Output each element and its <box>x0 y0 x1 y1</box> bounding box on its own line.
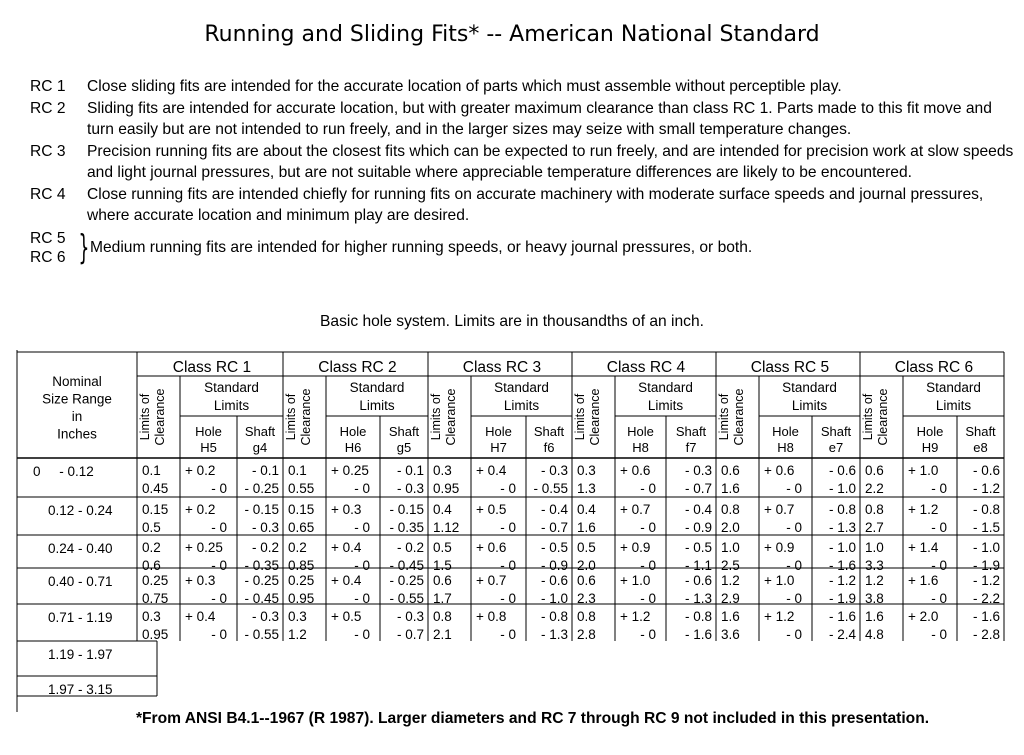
hole-header: H8 <box>632 440 649 455</box>
nominal-size-header: Size Range <box>42 391 112 407</box>
clearance-max: 2.7 <box>865 520 884 535</box>
footnote: *From ANSI B4.1--1967 (R 1987). Larger diameters and RC 7 through RC 9 not included in this presentation. <box>135 710 930 727</box>
limits-of-clearance-header: Clearance <box>444 388 458 446</box>
hole-lower-limit: - 0 <box>354 591 370 606</box>
shaft-header: Shaft <box>965 424 996 439</box>
clearance-min: 0.5 <box>577 540 596 555</box>
definition-code: RC 6 <box>30 248 66 266</box>
hole-lower-limit: - 0 <box>500 591 516 606</box>
basis-note: Basic hole system. Limits are in thousandths of an inch. <box>320 313 704 330</box>
hole-upper-limit: + 0.6 <box>476 540 507 555</box>
clearance-max: 1.5 <box>433 558 452 573</box>
shaft-upper-limit: - 0.3 <box>684 463 712 478</box>
hole-upper-limit: + 0.4 <box>331 540 362 555</box>
hole-upper-limit: + 2.0 <box>908 609 939 624</box>
shaft-upper-limit: - 0.15 <box>389 502 424 517</box>
shaft-header: f6 <box>543 440 555 455</box>
clearance-min: 0.3 <box>577 463 596 478</box>
hole-upper-limit: + 0.4 <box>476 463 507 478</box>
shaft-lower-limit: - 0.45 <box>244 591 279 606</box>
shaft-lower-limit: - 1.9 <box>972 558 1000 573</box>
size-range: 1.97 - 3.15 <box>48 682 113 697</box>
shaft-header: Shaft <box>820 424 852 439</box>
clearance-max: 2.1 <box>433 627 452 642</box>
clearance-min: 0.25 <box>142 573 169 588</box>
clearance-max: 0.95 <box>433 481 460 496</box>
class-header: Class RC 5 <box>750 359 830 376</box>
hole-upper-limit: + 0.25 <box>185 540 223 555</box>
limits-of-clearance-header: Limits of <box>717 393 731 441</box>
shaft-lower-limit: - 0.7 <box>396 627 424 642</box>
clearance-min: 0.3 <box>142 609 161 624</box>
standard-limits-header: Limits <box>647 398 684 413</box>
clearance-min: 0.4 <box>577 502 596 517</box>
hole-upper-limit: + 0.2 <box>185 463 216 478</box>
hole-header: H9 <box>921 440 939 455</box>
definition-text: Close sliding fits are intended for the accurate location of parts which must assemble without perceptible play. <box>87 78 842 95</box>
hole-upper-limit: + 0.6 <box>620 463 651 478</box>
hole-upper-limit: + 0.7 <box>620 502 651 517</box>
shaft-upper-limit: - 0.6 <box>684 573 712 588</box>
clearance-min: 1.2 <box>865 573 884 588</box>
limits-of-clearance-header: Limits of <box>861 393 875 441</box>
definition-text: Medium running fits are intended for higher running speeds, or heavy journal pressures, or both. <box>90 238 753 256</box>
clearance-min: 0.1 <box>142 463 161 478</box>
shaft-upper-limit: - 1.6 <box>828 609 856 624</box>
clearance-max: 0.6 <box>142 558 161 573</box>
clearance-max: 2.5 <box>721 558 740 573</box>
shaft-lower-limit: - 1.1 <box>684 558 712 573</box>
hole-lower-limit: - 0 <box>931 591 947 606</box>
clearance-max: 1.7 <box>433 591 452 606</box>
limits-of-clearance-header: Limits of <box>284 393 298 441</box>
hole-lower-limit: - 0 <box>500 481 516 496</box>
definition-text: Close running fits are intended chiefly for running fits on accurate machinery with moderate surface speeds and journal pressures, where accurate location and minimum play are desired. <box>87 185 984 224</box>
shaft-lower-limit: - 0.9 <box>540 558 568 573</box>
clearance-min: 0.4 <box>433 502 452 517</box>
shaft-lower-limit: - 2.2 <box>972 591 1000 606</box>
shaft-upper-limit: - 0.8 <box>540 609 568 624</box>
hole-lower-limit: - 0 <box>211 520 227 535</box>
size-range: 0.40 - 0.71 <box>48 574 113 589</box>
limits-of-clearance-header: Clearance <box>588 388 602 446</box>
hole-lower-limit: - 0 <box>354 558 370 573</box>
hole-lower-limit: - 0 <box>354 627 370 642</box>
hole-lower-limit: - 0 <box>640 627 656 642</box>
shaft-lower-limit: - 0.45 <box>389 558 424 573</box>
clearance-max: 2.2 <box>865 481 884 496</box>
clearance-max: 2.8 <box>577 627 596 642</box>
hole-upper-limit: + 1.0 <box>764 573 795 588</box>
shaft-upper-limit: - 0.25 <box>389 573 424 588</box>
clearance-min: 0.6 <box>721 463 740 478</box>
clearance-max: 2.3 <box>577 591 596 606</box>
limits-of-clearance-header: Limits of <box>429 393 443 441</box>
clearance-min: 1.6 <box>865 609 884 624</box>
shaft-lower-limit: - 0.7 <box>684 481 712 496</box>
shaft-upper-limit: - 0.1 <box>251 463 279 478</box>
clearance-max: 3.8 <box>865 591 884 606</box>
clearance-min: 0.5 <box>433 540 452 555</box>
shaft-lower-limit: - 2.4 <box>828 627 856 642</box>
hole-upper-limit: + 1.4 <box>908 540 939 555</box>
shaft-upper-limit: - 0.6 <box>540 573 568 588</box>
hole-lower-limit: - 0 <box>931 520 947 535</box>
hole-header: Hole <box>195 424 222 439</box>
hole-header: Hole <box>339 424 367 439</box>
hole-upper-limit: + 0.4 <box>185 609 216 624</box>
shaft-upper-limit: - 0.8 <box>684 609 712 624</box>
hole-upper-limit: + 1.0 <box>908 463 939 478</box>
hole-upper-limit: + 0.2 <box>185 502 216 517</box>
shaft-lower-limit: - 0.35 <box>244 558 279 573</box>
standard-limits-header: Limits <box>503 398 540 413</box>
shaft-upper-limit: - 0.6 <box>828 463 856 478</box>
clearance-max: 0.75 <box>142 591 169 606</box>
hole-upper-limit: + 1.2 <box>764 609 795 624</box>
hole-lower-limit: - 0 <box>500 558 516 573</box>
clearance-max: 1.12 <box>433 520 460 535</box>
hole-lower-limit: - 0 <box>640 591 656 606</box>
nominal-size-header: Inches <box>57 426 97 442</box>
hole-lower-limit: - 0 <box>931 481 947 496</box>
standard-limits-header: Limits <box>359 398 395 413</box>
nominal-size-header: in <box>71 409 83 424</box>
shaft-upper-limit: - 0.3 <box>540 463 568 478</box>
clearance-min: 1.0 <box>721 540 740 555</box>
brace-glyph: } <box>78 227 90 268</box>
hole-lower-limit: - 0 <box>786 520 802 535</box>
shaft-upper-limit: - 0.4 <box>540 502 568 517</box>
limits-of-clearance-header: Limits of <box>138 393 152 441</box>
clearance-min: 0.8 <box>433 609 452 624</box>
hole-header: H6 <box>344 440 362 455</box>
clearance-max: 1.6 <box>721 481 740 496</box>
clearance-max: 0.65 <box>288 520 315 535</box>
hole-upper-limit: + 0.25 <box>331 463 369 478</box>
clearance-max: 0.5 <box>142 520 161 535</box>
standard-limits-header: Standard <box>782 380 837 395</box>
definition-text: Sliding fits are intended for accurate location, but with greater maximum clearance than class RC 1. Parts made to this fit move and turn easily but are not intended to run freely, and in the larger sizes may seize with small temperature changes. <box>87 99 992 138</box>
shaft-upper-limit: - 0.25 <box>244 573 279 588</box>
definition-text: Precision running fits are about the closest fits which can be expected to run freely, and are intended for precision work at slow speeds and light journal pressures, but are not suitable where appreciable temperature differences are likely to be encountered. <box>87 142 1014 181</box>
shaft-header: Shaft <box>675 424 707 439</box>
clearance-min: 0.8 <box>865 502 884 517</box>
shaft-upper-limit: - 0.4 <box>684 502 712 517</box>
hole-lower-limit: - 0 <box>786 591 802 606</box>
standard-limits-header: Limits <box>791 398 828 413</box>
hole-lower-limit: - 0 <box>500 520 516 535</box>
shaft-lower-limit: - 1.6 <box>828 558 856 573</box>
size-range: 0.12 - 0.24 <box>48 503 113 518</box>
clearance-max: 0.45 <box>142 481 169 496</box>
limits-of-clearance-header: Clearance <box>732 388 746 446</box>
shaft-lower-limit: - 2.8 <box>972 627 1000 642</box>
definition-code: RC 4 <box>30 185 66 203</box>
hole-lower-limit: - 0 <box>931 627 947 642</box>
definition-code: RC 2 <box>30 99 66 117</box>
standard-limits-header: Standard <box>204 380 259 395</box>
clearance-max: 0.95 <box>142 627 169 642</box>
shaft-upper-limit: - 1.0 <box>828 540 856 555</box>
shaft-upper-limit: - 0.1 <box>396 463 424 478</box>
hole-lower-limit: - 0 <box>500 627 516 642</box>
shaft-upper-limit: - 0.3 <box>396 609 424 624</box>
clearance-min: 0.3 <box>288 609 307 624</box>
size-range: 0 - 0.12 <box>33 464 94 479</box>
standard-limits-header: Limits <box>213 398 250 413</box>
clearance-min: 1.2 <box>721 573 740 588</box>
shaft-upper-limit: - 0.6 <box>972 463 1000 478</box>
shaft-lower-limit: - 1.5 <box>972 520 1000 535</box>
hole-lower-limit: - 0 <box>640 558 656 573</box>
definition-code: RC 3 <box>30 142 66 160</box>
hole-upper-limit: + 0.6 <box>764 463 795 478</box>
shaft-lower-limit: - 1.0 <box>828 481 856 496</box>
hole-lower-limit: - 0 <box>211 558 227 573</box>
shaft-lower-limit: - 1.3 <box>540 627 568 642</box>
hole-header: Hole <box>485 424 512 439</box>
shaft-lower-limit: - 0.3 <box>251 520 279 535</box>
hole-upper-limit: + 0.7 <box>764 502 795 517</box>
clearance-min: 0.3 <box>433 463 452 478</box>
shaft-lower-limit: - 0.55 <box>244 627 279 642</box>
size-range: 0.24 - 0.40 <box>48 541 113 556</box>
hole-upper-limit: + 0.9 <box>764 540 795 555</box>
hole-upper-limit: + 0.5 <box>476 502 507 517</box>
shaft-header: g4 <box>252 440 268 455</box>
shaft-lower-limit: - 0.25 <box>244 481 279 496</box>
hole-lower-limit: - 0 <box>211 591 227 606</box>
clearance-max: 2.0 <box>577 558 596 573</box>
clearance-min: 1.6 <box>721 609 740 624</box>
class-header: Class RC 6 <box>894 359 974 376</box>
clearance-max: 2.0 <box>721 520 740 535</box>
hole-lower-limit: - 0 <box>786 627 802 642</box>
page-title: Running and Sliding Fits* -- American National Standard <box>204 22 820 47</box>
clearance-max: 0.55 <box>288 481 315 496</box>
clearance-max: 4.8 <box>865 627 884 642</box>
shaft-header: Shaft <box>244 424 276 439</box>
shaft-upper-limit: - 0.15 <box>244 502 279 517</box>
shaft-header: e8 <box>973 440 988 455</box>
shaft-upper-limit: - 0.8 <box>828 502 856 517</box>
hole-header: H5 <box>200 440 217 455</box>
hole-header: Hole <box>627 424 654 439</box>
shaft-upper-limit: - 1.0 <box>972 540 1000 555</box>
clearance-max: 0.95 <box>288 591 315 606</box>
hole-lower-limit: - 0 <box>211 481 227 496</box>
size-range: 1.19 - 1.97 <box>48 647 113 662</box>
shaft-lower-limit: - 1.3 <box>828 520 856 535</box>
hole-header: Hole <box>772 424 799 439</box>
hole-lower-limit: - 0 <box>211 627 227 642</box>
shaft-lower-limit: - 0.55 <box>389 591 424 606</box>
hole-upper-limit: + 0.7 <box>476 573 507 588</box>
clearance-max: 1.6 <box>577 520 596 535</box>
clearance-min: 0.2 <box>288 540 307 555</box>
hole-upper-limit: + 0.3 <box>185 573 216 588</box>
clearance-min: 0.8 <box>577 609 596 624</box>
shaft-header: Shaft <box>388 424 420 439</box>
shaft-upper-limit: - 0.2 <box>396 540 424 555</box>
shaft-upper-limit: - 1.2 <box>972 573 1000 588</box>
shaft-lower-limit: - 1.6 <box>684 627 712 642</box>
hole-upper-limit: + 0.8 <box>476 609 507 624</box>
shaft-lower-limit: - 0.9 <box>684 520 712 535</box>
definition-code: RC 1 <box>30 78 66 95</box>
hole-lower-limit: - 0 <box>354 481 370 496</box>
shaft-lower-limit: - 0.55 <box>533 481 568 496</box>
shaft-header: Shaft <box>533 424 565 439</box>
standard-limits-header: Standard <box>638 380 693 395</box>
limits-of-clearance-header: Limits of <box>573 393 587 441</box>
hole-lower-limit: - 0 <box>354 520 370 535</box>
clearance-min: 0.2 <box>142 540 161 555</box>
hole-lower-limit: - 0 <box>786 481 802 496</box>
hole-upper-limit: + 0.4 <box>331 573 362 588</box>
shaft-upper-limit: - 0.5 <box>684 540 712 555</box>
shaft-lower-limit: - 0.35 <box>389 520 424 535</box>
shaft-lower-limit: - 1.2 <box>972 481 1000 496</box>
shaft-upper-limit: - 1.6 <box>972 609 1000 624</box>
hole-upper-limit: + 1.6 <box>908 573 939 588</box>
shaft-header: g5 <box>396 440 412 455</box>
standard-limits-header: Standard <box>349 380 405 395</box>
standard-limits-header: Standard <box>494 380 549 395</box>
clearance-max: 1.3 <box>577 481 596 496</box>
standard-limits-header: Limits <box>935 398 972 413</box>
class-header: Class RC 4 <box>606 359 686 376</box>
shaft-lower-limit: - 0.3 <box>396 481 424 496</box>
shaft-header: e7 <box>828 440 844 455</box>
hole-header: H7 <box>490 440 507 455</box>
hole-lower-limit: - 0 <box>786 558 802 573</box>
shaft-upper-limit: - 0.8 <box>972 502 1000 517</box>
limits-of-clearance-header: Clearance <box>876 388 890 446</box>
hole-header: H8 <box>777 440 794 455</box>
limits-of-clearance-header: Clearance <box>299 388 313 446</box>
clearance-min: 0.15 <box>288 502 315 517</box>
hole-upper-limit: + 1.2 <box>620 609 651 624</box>
clearance-min: 0.6 <box>865 463 884 478</box>
shaft-upper-limit: - 1.2 <box>828 573 856 588</box>
definition-code: RC 5 <box>30 229 66 247</box>
shaft-upper-limit: - 0.2 <box>251 540 279 555</box>
clearance-max: 3.6 <box>721 627 740 642</box>
nominal-size-header: Nominal <box>52 374 102 389</box>
hole-upper-limit: + 0.9 <box>620 540 651 555</box>
hole-lower-limit: - 0 <box>640 481 656 496</box>
shaft-lower-limit: - 1.3 <box>684 591 712 606</box>
hole-header: Hole <box>916 424 944 439</box>
size-range: 0.71 - 1.19 <box>48 610 113 625</box>
class-header: Class RC 1 <box>172 359 252 376</box>
shaft-header: f7 <box>685 440 697 455</box>
hole-upper-limit: + 0.3 <box>331 502 362 517</box>
shaft-upper-limit: - 0.3 <box>251 609 279 624</box>
clearance-max: 2.9 <box>721 591 740 606</box>
hole-lower-limit: - 0 <box>640 520 656 535</box>
limits-of-clearance-header: Clearance <box>153 388 167 446</box>
clearance-min: 0.6 <box>577 573 596 588</box>
hole-upper-limit: + 1.0 <box>620 573 651 588</box>
shaft-upper-limit: - 0.5 <box>540 540 568 555</box>
clearance-min: 0.6 <box>433 573 452 588</box>
clearance-max: 0.85 <box>288 558 315 573</box>
hole-upper-limit: + 0.5 <box>331 609 362 624</box>
clearance-min: 0.1 <box>288 463 307 478</box>
shaft-lower-limit: - 1.9 <box>828 591 856 606</box>
standard-limits-header: Standard <box>926 380 981 395</box>
clearance-max: 1.2 <box>288 627 307 642</box>
hole-lower-limit: - 0 <box>931 558 947 573</box>
clearance-min: 1.0 <box>865 540 884 555</box>
clearance-min: 0.25 <box>288 573 315 588</box>
hole-upper-limit: + 1.2 <box>908 502 939 517</box>
class-header: Class RC 3 <box>462 359 542 376</box>
shaft-lower-limit: - 1.0 <box>540 591 568 606</box>
class-header: Class RC 2 <box>318 359 397 376</box>
shaft-lower-limit: - 0.7 <box>540 520 568 535</box>
clearance-min: 0.15 <box>142 502 169 517</box>
clearance-min: 0.8 <box>721 502 740 517</box>
clearance-max: 3.3 <box>865 558 884 573</box>
